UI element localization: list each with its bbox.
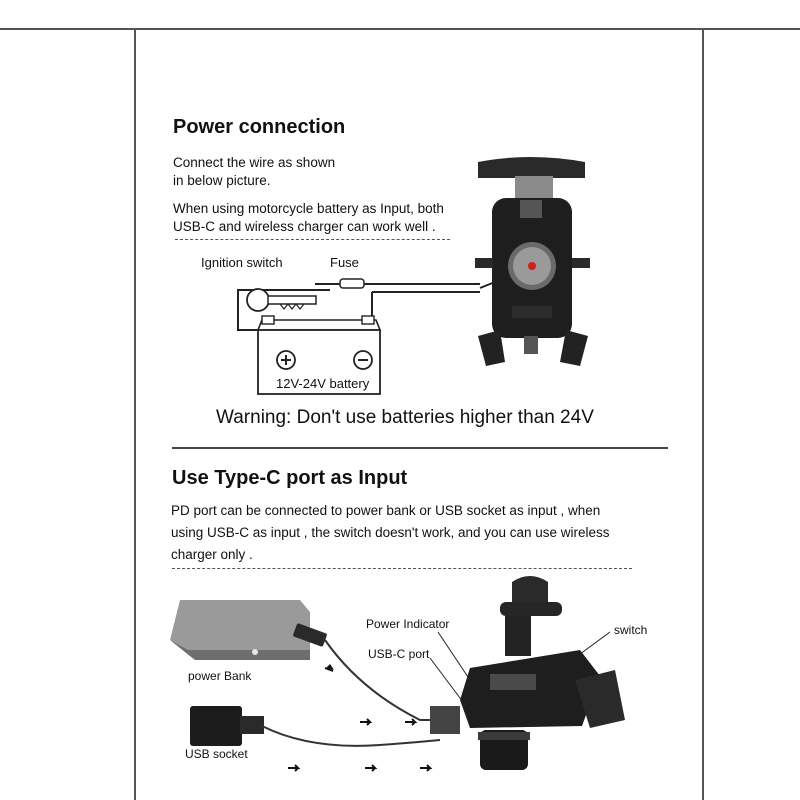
power-bank-label: power Bank [188, 669, 252, 683]
usb-socket-label: USB socket [185, 747, 248, 761]
ignition-switch-label: Ignition switch [201, 255, 283, 270]
type-c-text-line1: PD port can be connected to power bank or USB socket as input , when [171, 503, 601, 518]
power-indicator-label: Power Indicator [366, 617, 450, 631]
power-connection-heading: Power connection [173, 116, 346, 138]
warning-text: Warning: Don't use batteries higher than 24V [216, 407, 594, 428]
battery-label: 12V-24V battery [276, 376, 370, 391]
usb-socket-image [190, 706, 264, 746]
power-bank-image [170, 600, 327, 660]
type-c-text-line2: using USB-C as input , the switch doesn't work, and you can use wireless [171, 525, 610, 540]
mount-device-image [430, 576, 625, 770]
usbc-port-label: USB-C port [368, 647, 430, 661]
usb-socket-cable [262, 726, 440, 746]
type-c-text-line3: charger only . [171, 547, 253, 562]
power-connection-text-line1: Connect the wire as shown [173, 155, 336, 170]
switch-label: switch [614, 623, 648, 637]
power-connection-text-line4: USB-C and wireless charger can work well . [173, 219, 436, 234]
type-c-heading: Use Type-C port as Input [172, 467, 408, 489]
power-indicator-leader [438, 632, 470, 680]
switch-leader [572, 632, 610, 660]
fuse-label: Fuse [330, 255, 359, 270]
power-connection-text-line2: in below picture. [173, 173, 271, 188]
power-connection-text-line3: When using motorcycle battery as Input, both [173, 201, 444, 216]
arrow-icons [288, 664, 430, 771]
